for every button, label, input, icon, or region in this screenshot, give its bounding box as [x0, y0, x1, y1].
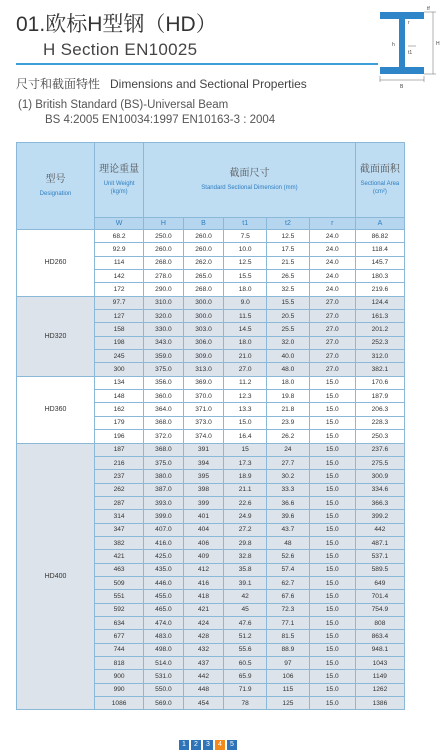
subtitle-en: Dimensions and Sectional Properties [110, 77, 307, 91]
page-button-5[interactable]: 5 [227, 740, 237, 750]
table-cell: 43.7 [267, 523, 310, 536]
table-cell: 24.0 [309, 243, 355, 256]
table-cell: 16.4 [224, 430, 267, 443]
table-cell: 24.0 [309, 230, 355, 243]
table-cell: 406 [183, 536, 224, 549]
table-cell: 437 [183, 657, 224, 670]
table-cell: 455.0 [144, 590, 184, 603]
table-cell: 162 [95, 403, 144, 416]
table-cell: 382.1 [355, 363, 404, 376]
table-cell: 148 [95, 390, 144, 403]
table-cell: 15.0 [309, 643, 355, 656]
section-properties-table [16, 142, 405, 710]
header-dimension: 截面尺寸 Standard Sectional Dimension (mm) [144, 143, 356, 218]
table-cell: 387.0 [144, 483, 184, 496]
table-cell: 206.3 [355, 403, 404, 416]
table-cell: 863.4 [355, 630, 404, 643]
table-cell: 262 [95, 483, 144, 496]
table-cell: 509 [95, 576, 144, 589]
diagram-label-r: r [408, 20, 410, 26]
table-cell: 114 [95, 256, 144, 269]
table-cell: 373.0 [183, 416, 224, 429]
table-cell: 15.0 [309, 697, 355, 710]
table-cell: 67.6 [267, 590, 310, 603]
symbol-r: r [309, 218, 355, 230]
table-cell: 312.0 [355, 350, 404, 363]
table-cell: 399.2 [355, 510, 404, 523]
diagram-label-B: B [400, 84, 404, 90]
header-area: 截面面积 Sectional Area (cm²) [355, 143, 404, 218]
standard-line-2: BS 4:2005 EN10034:1997 EN10163-3 : 2004 [45, 114, 276, 126]
table-row [17, 376, 405, 389]
table-cell: 424 [183, 616, 224, 629]
table-cell: 32.0 [267, 336, 310, 349]
table-cell: 32.5 [267, 283, 310, 296]
table-cell: 21.1 [224, 483, 267, 496]
table-cell: 330.0 [144, 323, 184, 336]
table-cell: 33.3 [267, 483, 310, 496]
table-cell: 71.9 [224, 683, 267, 696]
table-cell: 86.82 [355, 230, 404, 243]
table-cell: 106 [267, 670, 310, 683]
table-row [17, 230, 405, 243]
table-cell: 404 [183, 523, 224, 536]
table-cell: 250.3 [355, 430, 404, 443]
table-cell: 92.9 [95, 243, 144, 256]
table-cell: 1262 [355, 683, 404, 696]
table-cell: 300.9 [355, 470, 404, 483]
table-cell: 15.0 [309, 616, 355, 629]
table-cell: 48.0 [267, 363, 310, 376]
table-cell: 26.5 [267, 270, 310, 283]
table-cell: 399 [183, 496, 224, 509]
table-cell: 320.0 [144, 310, 184, 323]
table-cell: 15.5 [267, 296, 310, 309]
table-cell: 375.0 [144, 456, 184, 469]
table-cell: 421 [95, 550, 144, 563]
table-cell: 115 [267, 683, 310, 696]
table-cell: 30.2 [267, 470, 310, 483]
table-cell: 13.3 [224, 403, 267, 416]
table-cell: 15.0 [224, 416, 267, 429]
table-cell: 47.6 [224, 616, 267, 629]
table-cell: 187 [95, 443, 144, 456]
table-cell: 306.0 [183, 336, 224, 349]
table-cell: 24.0 [309, 270, 355, 283]
table-cell: 1043 [355, 657, 404, 670]
table-cell: 366.3 [355, 496, 404, 509]
table-cell: 498.0 [144, 643, 184, 656]
table-cell: 15.0 [309, 657, 355, 670]
table-cell: 201.2 [355, 323, 404, 336]
table-body [17, 230, 405, 710]
table-cell: 62.7 [267, 576, 310, 589]
table-cell: 550.0 [144, 683, 184, 696]
h-section-diagram [378, 2, 445, 90]
table-cell: 237.6 [355, 443, 404, 456]
table-cell: 60.5 [224, 657, 267, 670]
table-cell: 569.0 [144, 697, 184, 710]
table-cell: 12.5 [224, 256, 267, 269]
designation-cell: HD260 [17, 230, 95, 297]
symbol-t2: t2 [267, 218, 310, 230]
table-cell: 313.0 [183, 363, 224, 376]
table-cell: 287 [95, 496, 144, 509]
table-cell: 52.6 [267, 550, 310, 563]
table-cell: 29.8 [224, 536, 267, 549]
table-cell: 1386 [355, 697, 404, 710]
table-cell: 245 [95, 350, 144, 363]
table-cell: 88.9 [267, 643, 310, 656]
table-cell: 20.5 [267, 310, 310, 323]
table-cell: 649 [355, 576, 404, 589]
table-cell: 371.0 [183, 403, 224, 416]
table-cell: 446.0 [144, 576, 184, 589]
table-cell: 51.2 [224, 630, 267, 643]
table-cell: 11.5 [224, 310, 267, 323]
section-subtitle [16, 75, 307, 92]
table-cell: 39.6 [267, 510, 310, 523]
table-cell: 22.6 [224, 496, 267, 509]
table-cell: 278.0 [144, 270, 184, 283]
table-cell: 170.6 [355, 376, 404, 389]
table-cell: 18.0 [224, 283, 267, 296]
table-cell: 369.0 [183, 376, 224, 389]
table-cell: 15.0 [309, 470, 355, 483]
table-cell: 487.1 [355, 536, 404, 549]
table-cell: 380.0 [144, 470, 184, 483]
header-weight: 理论重量 Unit Weight (kg/m) [95, 143, 144, 218]
table-cell: 237 [95, 470, 144, 483]
table-cell: 262.0 [183, 256, 224, 269]
page-subtitle: H Section EN10025 [43, 40, 198, 59]
table-cell: 15.0 [309, 483, 355, 496]
table-cell: 21.0 [224, 350, 267, 363]
table-cell: 27.0 [309, 323, 355, 336]
table-cell: 310.0 [144, 296, 184, 309]
symbol-H: H [144, 218, 184, 230]
table-cell: 15.0 [309, 550, 355, 563]
table-cell: 216 [95, 456, 144, 469]
table-cell: 27.0 [309, 296, 355, 309]
table-cell: 1086 [95, 697, 144, 710]
table-cell: 11.2 [224, 376, 267, 389]
table-cell: 537.1 [355, 550, 404, 563]
table-cell: 125 [267, 697, 310, 710]
table-cell: 142 [95, 270, 144, 283]
top-flange [380, 12, 424, 19]
table-cell: 1149 [355, 670, 404, 683]
table-cell: 398 [183, 483, 224, 496]
table-cell: 15.0 [309, 443, 355, 456]
table-cell: 25.5 [267, 323, 310, 336]
table-cell: 179 [95, 416, 144, 429]
table-cell: 432 [183, 643, 224, 656]
table-cell: 15.0 [309, 496, 355, 509]
table-cell: 68.2 [95, 230, 144, 243]
web [399, 19, 405, 67]
table-cell: 15.0 [309, 683, 355, 696]
table-cell: 21.5 [267, 256, 310, 269]
table-cell: 15.0 [309, 576, 355, 589]
table-cell: 124.4 [355, 296, 404, 309]
table-cell: 57.4 [267, 563, 310, 576]
table-cell: 442 [355, 523, 404, 536]
table-cell: 395 [183, 470, 224, 483]
page-button-2[interactable]: 2 [191, 740, 201, 750]
table-cell: 18.0 [224, 336, 267, 349]
page-title: 01.欧标H型钢（HD） [16, 13, 217, 36]
symbol-A: A [355, 218, 404, 230]
table-cell: 15 [224, 443, 267, 456]
table-cell: 172 [95, 283, 144, 296]
table-cell: 309.0 [183, 350, 224, 363]
table-cell: 701.4 [355, 590, 404, 603]
table-cell: 45 [224, 603, 267, 616]
table-cell: 27.0 [224, 363, 267, 376]
table-cell: 393.0 [144, 496, 184, 509]
table-cell: 32.8 [224, 550, 267, 563]
diagram-label-tf: tf [427, 6, 430, 12]
table-cell: 65.9 [224, 670, 267, 683]
table-cell: 589.5 [355, 563, 404, 576]
table-cell: 15.0 [309, 590, 355, 603]
table-cell: 81.5 [267, 630, 310, 643]
table-cell: 134 [95, 376, 144, 389]
table-cell: 314 [95, 510, 144, 523]
table-cell: 990 [95, 683, 144, 696]
table-cell: 260.0 [183, 243, 224, 256]
table-cell: 435.0 [144, 563, 184, 576]
table-cell: 268.0 [183, 283, 224, 296]
table-cell: 592 [95, 603, 144, 616]
table-cell: 808 [355, 616, 404, 629]
table-cell: 15.0 [309, 670, 355, 683]
table-row [17, 443, 405, 456]
table-cell: 948.1 [355, 643, 404, 656]
table-cell: 36.6 [267, 496, 310, 509]
table-cell: 12.5 [267, 230, 310, 243]
table-cell: 10.0 [224, 243, 267, 256]
table-cell: 252.3 [355, 336, 404, 349]
table-cell: 334.6 [355, 483, 404, 496]
table-cell: 303.0 [183, 323, 224, 336]
designation-cell: HD320 [17, 296, 95, 376]
table-cell: 347 [95, 523, 144, 536]
table-cell: 300 [95, 363, 144, 376]
page-button-1[interactable]: 1 [179, 740, 189, 750]
table-cell: 27.7 [267, 456, 310, 469]
table-cell: 7.5 [224, 230, 267, 243]
table-cell: 15.0 [309, 416, 355, 429]
table-cell: 412 [183, 563, 224, 576]
page-navigation [179, 740, 237, 750]
table-cell: 42 [224, 590, 267, 603]
table-cell: 465.0 [144, 603, 184, 616]
table-cell: 15.0 [309, 510, 355, 523]
table-cell: 40.0 [267, 350, 310, 363]
table-cell: 15.0 [309, 603, 355, 616]
table-cell: 127 [95, 310, 144, 323]
table-cell: 416.0 [144, 536, 184, 549]
table-row [17, 296, 405, 309]
table-cell: 418 [183, 590, 224, 603]
symbol-B: B [183, 218, 224, 230]
table-cell: 55.6 [224, 643, 267, 656]
table-cell: 531.0 [144, 670, 184, 683]
table-cell: 14.5 [224, 323, 267, 336]
table-cell: 27.0 [309, 310, 355, 323]
page-button-3[interactable]: 3 [203, 740, 213, 750]
table-cell: 27.0 [309, 350, 355, 363]
table-cell: 72.3 [267, 603, 310, 616]
table-cell: 118.4 [355, 243, 404, 256]
table-cell: 24 [267, 443, 310, 456]
table-cell: 15.0 [309, 536, 355, 549]
table-cell: 35.8 [224, 563, 267, 576]
table-cell: 900 [95, 670, 144, 683]
table-cell: 374.0 [183, 430, 224, 443]
table-cell: 187.9 [355, 390, 404, 403]
table-cell: 21.8 [267, 403, 310, 416]
table-cell: 15.0 [309, 376, 355, 389]
table-cell: 15.0 [309, 630, 355, 643]
table-cell: 370.0 [183, 390, 224, 403]
table-cell: 448 [183, 683, 224, 696]
table-cell: 300.0 [183, 296, 224, 309]
table-cell: 409 [183, 550, 224, 563]
table-cell: 401 [183, 510, 224, 523]
table-cell: 268.0 [144, 256, 184, 269]
table-cell: 180.3 [355, 270, 404, 283]
table-cell: 27.0 [309, 363, 355, 376]
table-cell: 15.0 [309, 390, 355, 403]
symbol-W: W [95, 218, 144, 230]
table-cell: 15.0 [309, 523, 355, 536]
table-cell: 359.0 [144, 350, 184, 363]
table-cell: 17.3 [224, 456, 267, 469]
table-cell: 275.5 [355, 456, 404, 469]
table-cell: 364.0 [144, 403, 184, 416]
table-cell: 463 [95, 563, 144, 576]
table-cell: 454 [183, 697, 224, 710]
table-cell: 15.0 [309, 430, 355, 443]
page-button-4[interactable]: 4 [215, 740, 225, 750]
table-cell: 368.0 [144, 416, 184, 429]
table-cell: 391 [183, 443, 224, 456]
table-cell: 265.0 [183, 270, 224, 283]
symbol-t1: t1 [224, 218, 267, 230]
table-cell: 78 [224, 697, 267, 710]
table-cell: 399.0 [144, 510, 184, 523]
table-cell: 634 [95, 616, 144, 629]
table-cell: 260.0 [183, 230, 224, 243]
table-cell: 428 [183, 630, 224, 643]
table-cell: 368.0 [144, 443, 184, 456]
bottom-flange [380, 67, 424, 74]
table-cell: 442 [183, 670, 224, 683]
table-cell: 372.0 [144, 430, 184, 443]
table-cell: 24.0 [309, 256, 355, 269]
table-cell: 18.0 [267, 376, 310, 389]
diagram-label-t1: t1 [408, 50, 413, 56]
table-cell: 39.1 [224, 576, 267, 589]
table-cell: 48 [267, 536, 310, 549]
table-cell: 15.0 [309, 456, 355, 469]
table-cell: 474.0 [144, 616, 184, 629]
header-designation: 型号 Designation [17, 143, 95, 230]
table-cell: 360.0 [144, 390, 184, 403]
title-divider [16, 63, 378, 65]
table-cell: 290.0 [144, 283, 184, 296]
table-cell: 97 [267, 657, 310, 670]
table-cell: 19.8 [267, 390, 310, 403]
table-cell: 754.9 [355, 603, 404, 616]
table-cell: 219.6 [355, 283, 404, 296]
table-cell: 18.9 [224, 470, 267, 483]
table-cell: 9.0 [224, 296, 267, 309]
table-cell: 416 [183, 576, 224, 589]
table-cell: 24.0 [309, 283, 355, 296]
table-cell: 425.0 [144, 550, 184, 563]
table-cell: 17.5 [267, 243, 310, 256]
table-cell: 394 [183, 456, 224, 469]
table-cell: 343.0 [144, 336, 184, 349]
designation-cell: HD400 [17, 443, 95, 710]
table-cell: 744 [95, 643, 144, 656]
table-cell: 15.0 [309, 563, 355, 576]
table-cell: 27.2 [224, 523, 267, 536]
table-cell: 26.2 [267, 430, 310, 443]
table-cell: 375.0 [144, 363, 184, 376]
table-cell: 818 [95, 657, 144, 670]
table-cell: 228.3 [355, 416, 404, 429]
diagram-label-h: h [392, 42, 395, 48]
table-cell: 407.0 [144, 523, 184, 536]
table-cell: 196 [95, 430, 144, 443]
table-cell: 677 [95, 630, 144, 643]
standard-line-1: (1) British Standard (BS)-Universal Beam [18, 99, 229, 111]
diagram-label-H: H [436, 41, 440, 47]
table-cell: 382 [95, 536, 144, 549]
table-cell: 300.0 [183, 310, 224, 323]
table-cell: 250.0 [144, 230, 184, 243]
table-cell: 15.5 [224, 270, 267, 283]
table-cell: 158 [95, 323, 144, 336]
table-cell: 97.7 [95, 296, 144, 309]
table-cell: 198 [95, 336, 144, 349]
table-cell: 551 [95, 590, 144, 603]
table-cell: 483.0 [144, 630, 184, 643]
table-cell: 77.1 [267, 616, 310, 629]
table-cell: 421 [183, 603, 224, 616]
designation-cell: HD360 [17, 376, 95, 443]
table-cell: 24.9 [224, 510, 267, 523]
table-cell: 161.3 [355, 310, 404, 323]
table-cell: 12.3 [224, 390, 267, 403]
table-cell: 356.0 [144, 376, 184, 389]
table-cell: 27.0 [309, 336, 355, 349]
table-cell: 145.7 [355, 256, 404, 269]
table-cell: 260.0 [144, 243, 184, 256]
subtitle-cn: 尺寸和截面特性 [16, 77, 101, 91]
table-cell: 15.0 [309, 403, 355, 416]
table-cell: 23.9 [267, 416, 310, 429]
table-cell: 514.0 [144, 657, 184, 670]
